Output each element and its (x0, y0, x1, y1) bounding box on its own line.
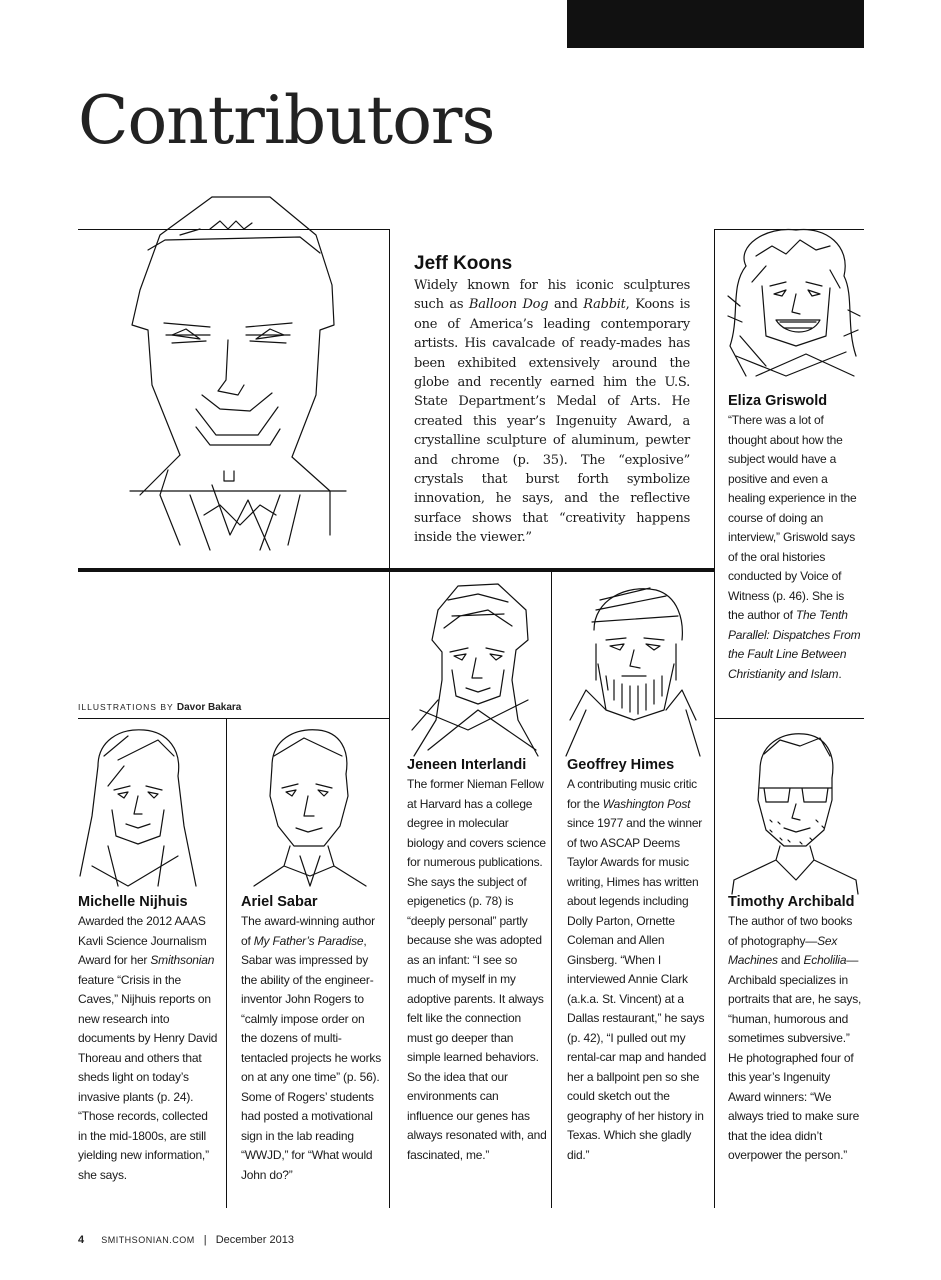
timothy-bio-text: —Archibald specializes in portraits that are, he says, “human, humorous and sometimes subversive.” He photographed four of this year’s Ingenuity Award winners: “We always tried to make sure that the idea didn’t overpower the person.” (728, 953, 862, 1162)
timothy-name: Timothy Archibald (728, 894, 855, 910)
timothy-bio-text: The author of two books of photography— (728, 914, 853, 948)
feature-bio (414, 276, 690, 548)
timothy-bio-text: and (777, 953, 804, 967)
michelle-nijhuis-portrait (78, 726, 198, 891)
eliza-bio-text: “There was a lot of thought about how the subject would have a positive and even a healing experience in the course of doing an interview,” Griswold says of the oral histories conducted by Voice of Witness (p. 46). She is the author of (728, 413, 857, 622)
rule-lower-left (78, 718, 390, 719)
geoffrey-bio-text: since 1977 and the winner of two ASCAP Deems Taylor Awards for music writing, Himes has written about legends including Dolly Parton, Ornette Coleman and Allen Ginsberg. “When I interviewed Annie Clark (a.k.a. St. Vincent) at a Dallas restaurant,” he says (p. 42), “I pulled out my rental-car map and handed her a ballpoint pen so she could sketch out the geography of her history in Texas. Which she gladly did.” (567, 816, 707, 1162)
eliza-bio-text: . (838, 666, 842, 681)
geoffrey-bio (567, 775, 707, 1165)
timothy-bio-italic: Sex Machines (728, 933, 838, 967)
ariel-bio (241, 912, 381, 1185)
jeneen-block (407, 756, 547, 1165)
jeneen-bio: The former Nieman Fellow at Harvard has a college degree in molecular biology and covers science for numerous publications. She says the subject of epigenetics (p. 78) is “deeply personal” partly because she was adopted as an infant: “I see so much of myself in my adoptive parents. It always felt like the connection must go deeper than simple learned behaviors. So the idea that our environments can influence our genes has always resonated with, and fascinated, me.” (407, 777, 547, 1162)
michelle-name: Michelle Nijhuis (78, 894, 188, 910)
credit-label: ILLUSTRATIONS BY (78, 702, 174, 712)
eliza-block (728, 392, 863, 684)
feature-bio-italic: Balloon Dog (468, 297, 549, 313)
feature-name: Jeff Koons (414, 253, 513, 274)
illustration-credit (78, 702, 241, 713)
michelle-bio-text: feature “Crisis in the Caves,” Nijhuis reports on new research into documents by Henry David Thoreau and others that sheds light on today’s invasive plants (p. 24). “Those records, collected in the mid-1800s, are still yielding new information,” she says. (78, 972, 218, 1182)
rule-col3 (551, 572, 552, 1208)
eliza-name: Eliza Griswold (728, 393, 828, 409)
ariel-bio-italic: My Father’s Paradise (253, 933, 364, 948)
rule-col4 (714, 718, 715, 1208)
geoffrey-bio-text: A contributing music critic for the (567, 777, 697, 811)
credit-artist: Davor Bakara (176, 702, 242, 713)
rule-lower-right (714, 718, 864, 719)
michelle-bio-italic: Smithsonian (150, 953, 215, 967)
ariel-bio-text: The award-winning author of (241, 914, 375, 948)
feature-bio-text: , Koons is one of America’s leading contemporary artists. His cavalcade of ready-mades has been exhibited extensively around the globe and recently earned him the U.S. State Department’s Medal of Arts. He created this year’s Ingenuity Award, a crystalline sculpture of aluminum, pewter and chrome (p. 35). The “explosive” crystals that burst forth symbolize innovation, he says, and the reflective surface shows that “creativity happens inside the viewer.” (414, 297, 690, 546)
footer-date: December 2013 (215, 1234, 294, 1246)
ariel-sabar-portrait (244, 726, 374, 891)
ariel-block (241, 893, 381, 1185)
michelle-bio (78, 912, 218, 1185)
rule-col1 (226, 718, 227, 1208)
timothy-bio-italic: Echolilia (803, 953, 847, 967)
rule-col2 (389, 572, 390, 1208)
page-number: 4 (78, 1234, 85, 1246)
geoffrey-block (567, 756, 707, 1165)
feature-bio-text: and (548, 297, 584, 313)
geoffrey-name: Geoffrey Himes (567, 757, 675, 773)
feature-bio-text: Widely known for his iconic sculptures such as (414, 278, 690, 313)
jeff-koons-portrait (120, 195, 350, 555)
feature-block (414, 252, 690, 548)
eliza-bio-italic: The Tenth Parallel: Dispatches From the Fault Line Between Christianity and Islam (728, 608, 861, 681)
timothy-block (728, 893, 864, 1166)
eliza-bio (728, 411, 863, 684)
rule-feature-left (389, 229, 390, 569)
jeneen-name: Jeneen Interlandi (407, 757, 527, 773)
rule-thick-divider (78, 568, 715, 572)
ariel-name: Ariel Sabar (241, 894, 318, 910)
michelle-block (78, 893, 218, 1185)
footer-separator: | (203, 1234, 207, 1246)
michelle-bio-text: Awarded the 2012 AAAS Kavli Science Journalism Award for her (78, 914, 207, 967)
ariel-bio-text: , Sabar was impressed by the ability of the engineer-inventor John Rogers to “calmly impose order on the dozens of multi-tentacled projects he works on at any one time” (p. 56). Some of Rogers’ students had posted a motivational sign in the lab reading “WWJD,” for “What would John do?” (241, 933, 382, 1182)
footer-site[interactable]: SMITHSONIAN.COM (101, 1235, 195, 1245)
timothy-bio (728, 912, 864, 1166)
geoffrey-himes-portrait (566, 580, 701, 760)
feature-bio-italic: Rabbit (583, 297, 626, 313)
geoffrey-bio-italic: Washington Post (602, 796, 691, 811)
jeneen-interlandi-portrait (408, 580, 543, 760)
eliza-griswold-portrait (726, 226, 861, 386)
rule-eliza-left (714, 229, 715, 724)
page-footer (78, 1234, 294, 1246)
top-black-bar (567, 0, 864, 48)
page-title: Contributors (78, 82, 495, 159)
timothy-archibald-portrait (730, 730, 860, 895)
